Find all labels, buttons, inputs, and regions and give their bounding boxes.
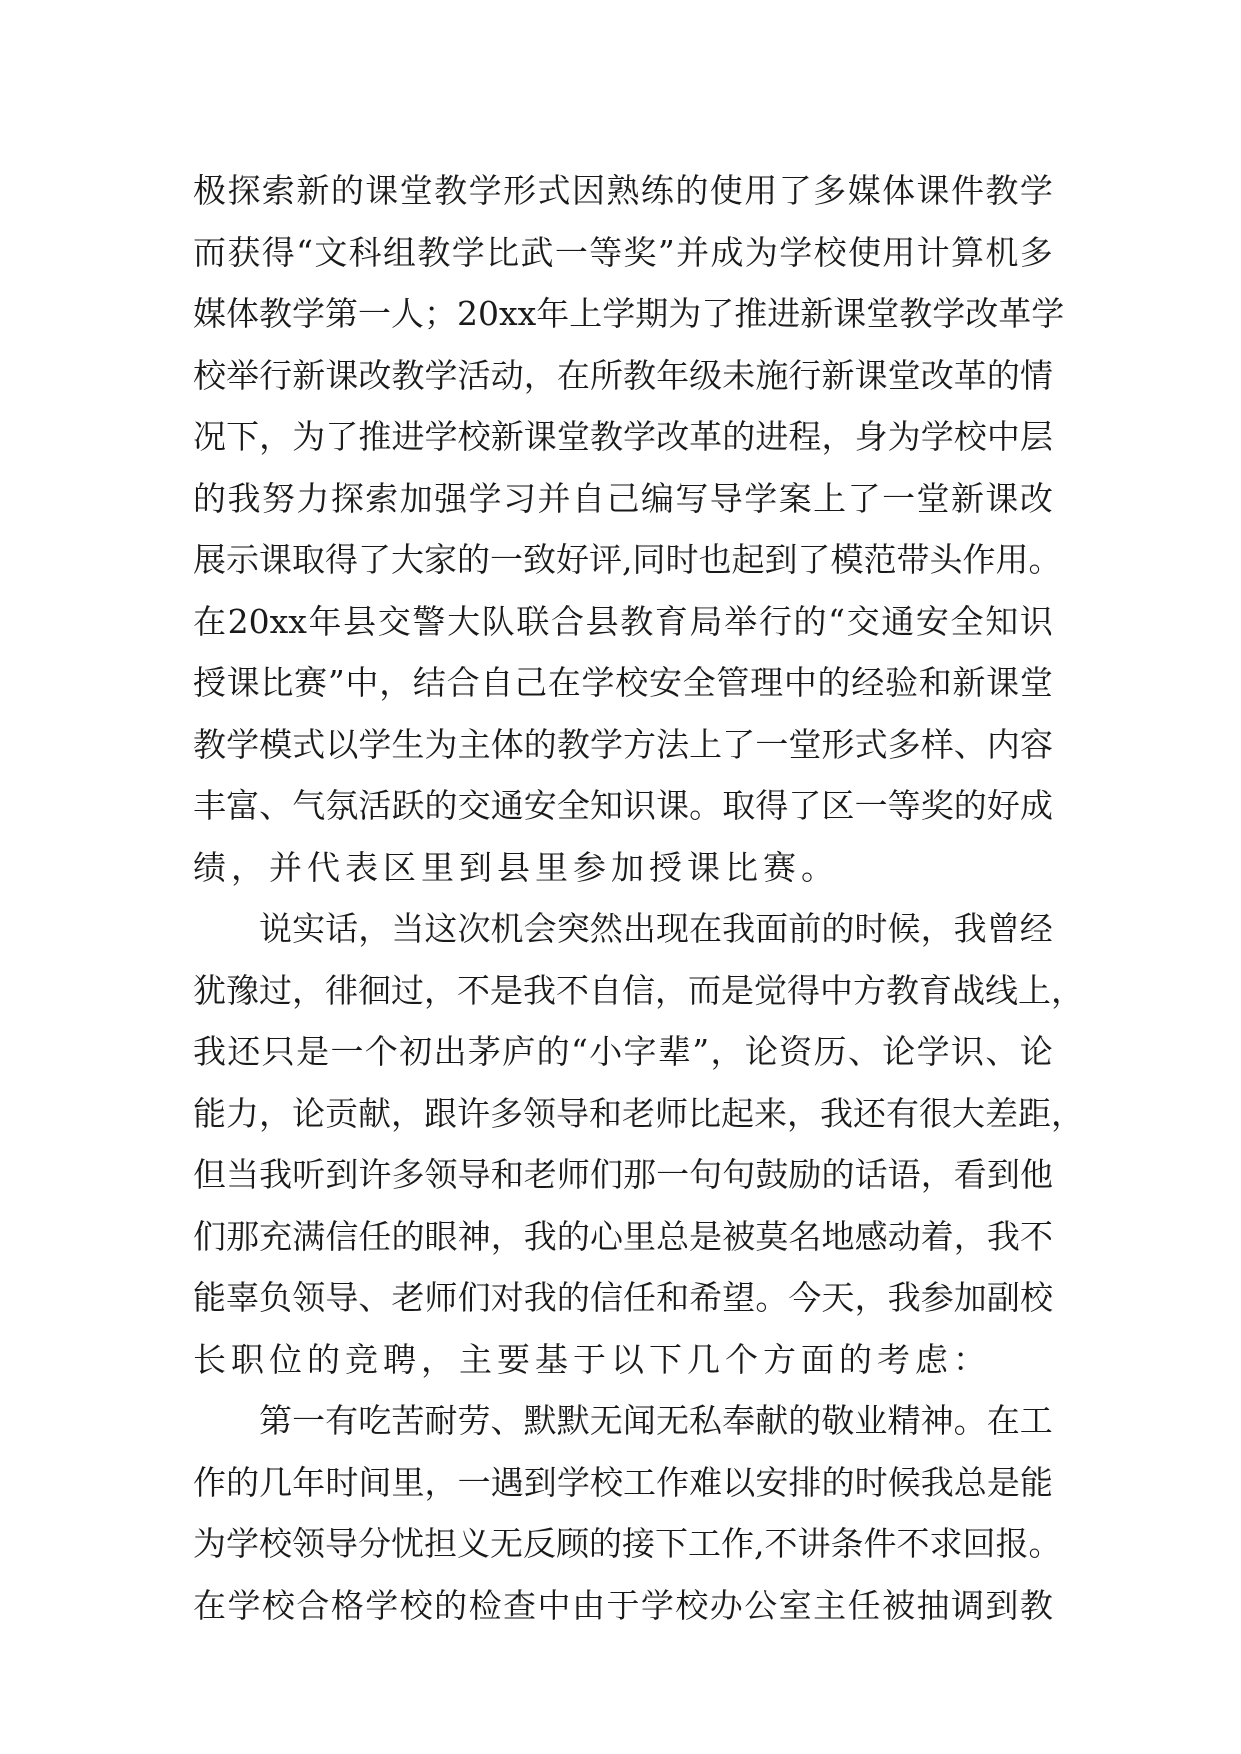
text-line: 媒 体 教 学 第 一 人 ； 20xx 年 上 学 期 为 了 推 进 新 课 堂 教 学 改 革 学 bbox=[193, 294, 1065, 333]
text-line: 况 下 ， 为 了 推 进 学 校 新 课 堂 教 学 改 革 的 进 程 ， 身 为 学 校 中 层 bbox=[193, 417, 1053, 456]
text-line: 能 力 ， 论 贡 献 ， 跟 许 多 领 导 和 老 师 比 起 来 ， 我 还 有 很 大 差 距 ， bbox=[193, 1093, 1084, 1133]
paragraph bbox=[193, 898, 1084, 1390]
text-line: 绩 ， 并 代 表 区 里 到 县 里 参 加 授 课 比 赛 。 bbox=[193, 847, 839, 887]
paragraph bbox=[193, 1390, 1062, 1636]
text-line: 在 学 校 合 格 学 校 的 检 查 中 由 于 学 校 办 公 室 主 任 被 抽 调 到 教 bbox=[193, 1585, 1053, 1625]
text-line: 的 我 努 力 探 索 加 强 学 习 并 自 己 编 写 导 学 案 上 了 一 堂 新 课 改 bbox=[193, 478, 1053, 518]
text-line: 为 学 校 领 导 分 忧 担 义 无 反 顾 的 接 下 工 作 , 不 讲 条 件 不 求 回 报 。 bbox=[193, 1524, 1062, 1563]
text-line: 犹 豫 过 ， 徘 徊 过 ， 不 是 我 不 自 信 ， 而 是 觉 得 中 方 教 育 战 线 上 ， bbox=[193, 970, 1084, 1010]
text-line: 而 获 得 “ 文 科 组 教 学 比 武 一 等 奖 ” 并 成 为 学 校 使 用 计 算 机 多 bbox=[193, 232, 1053, 272]
text-line: 教 学 模 式 以 学 生 为 主 体 的 教 学 方 法 上 了 一 堂 形 式 多 样 、 内 容 bbox=[193, 724, 1053, 764]
text-line: 第 一 有 吃 苦 耐 劳 、 默 默 无 闻 无 私 奉 献 的 敬 业 精 神 。 在 工 bbox=[259, 1401, 1053, 1440]
text-line: 校 举 行 新 课 改 教 学 活 动 ， 在 所 教 年 级 未 施 行 新 课 堂 改 革 的 情 bbox=[193, 355, 1053, 395]
text-line: 作 的 几 年 时 间 里 ， 一 遇 到 学 校 工 作 难 以 安 排 的 时 候 我 总 是 能 bbox=[193, 1462, 1053, 1502]
text-line: 授 课 比 赛 ” 中 ， 结 合 自 己 在 学 校 安 全 管 理 中 的 经 验 和 新 课 堂 bbox=[193, 663, 1053, 702]
text-line: 长 职 位 的 竞 聘 ， 主 要 基 于 以 下 几 个 方 面 的 考 虑 ： bbox=[193, 1339, 991, 1379]
text-line: 在 20xx 年 县 交 警 大 队 联 合 县 教 育 局 举 行 的 “ 交 通 安 全 知 识 bbox=[193, 601, 1053, 641]
text-line: 们 那 充 满 信 任 的 眼 神 ， 我 的 心 里 总 是 被 莫 名 地 感 动 着 ， 我 不 bbox=[193, 1216, 1053, 1256]
text-line: 展 示 课 取 得 了 大 家 的 一 致 好 评 , 同 时 也 起 到 了 模 范 带 头 作 用 。 bbox=[193, 540, 1062, 579]
paragraph bbox=[193, 160, 1065, 898]
text-line: 我 还 只 是 一 个 初 出 茅 庐 的 “ 小 字 辈 ” ， 论 资 历 、 论 学 识 、 论 bbox=[193, 1032, 1053, 1071]
text-line: 丰 富 、 气 氛 活 跃 的 交 通 安 全 知 识 课 。 取 得 了 区 一 等 奖 的 好 成 bbox=[193, 786, 1053, 825]
text-line: 能 辜 负 领 导 、 老 师 们 对 我 的 信 任 和 希 望 。 今 天 ， 我 参 加 副 校 bbox=[193, 1278, 1053, 1317]
text-line: 说 实 话 ， 当 这 次 机 会 突 然 出 现 在 我 面 前 的 时 候 ， 我 曾 经 bbox=[259, 909, 1053, 948]
text-line: 但 当 我 听 到 许 多 领 导 和 老 师 们 那 一 句 句 鼓 励 的 话 语 ， 看 到 他 bbox=[193, 1155, 1053, 1194]
document-body bbox=[193, 160, 1084, 1636]
text-line: 极 探 索 新 的 课 堂 教 学 形 式 因 熟 练 的 使 用 了 多 媒 体 课 件 教 学 bbox=[193, 171, 1053, 210]
